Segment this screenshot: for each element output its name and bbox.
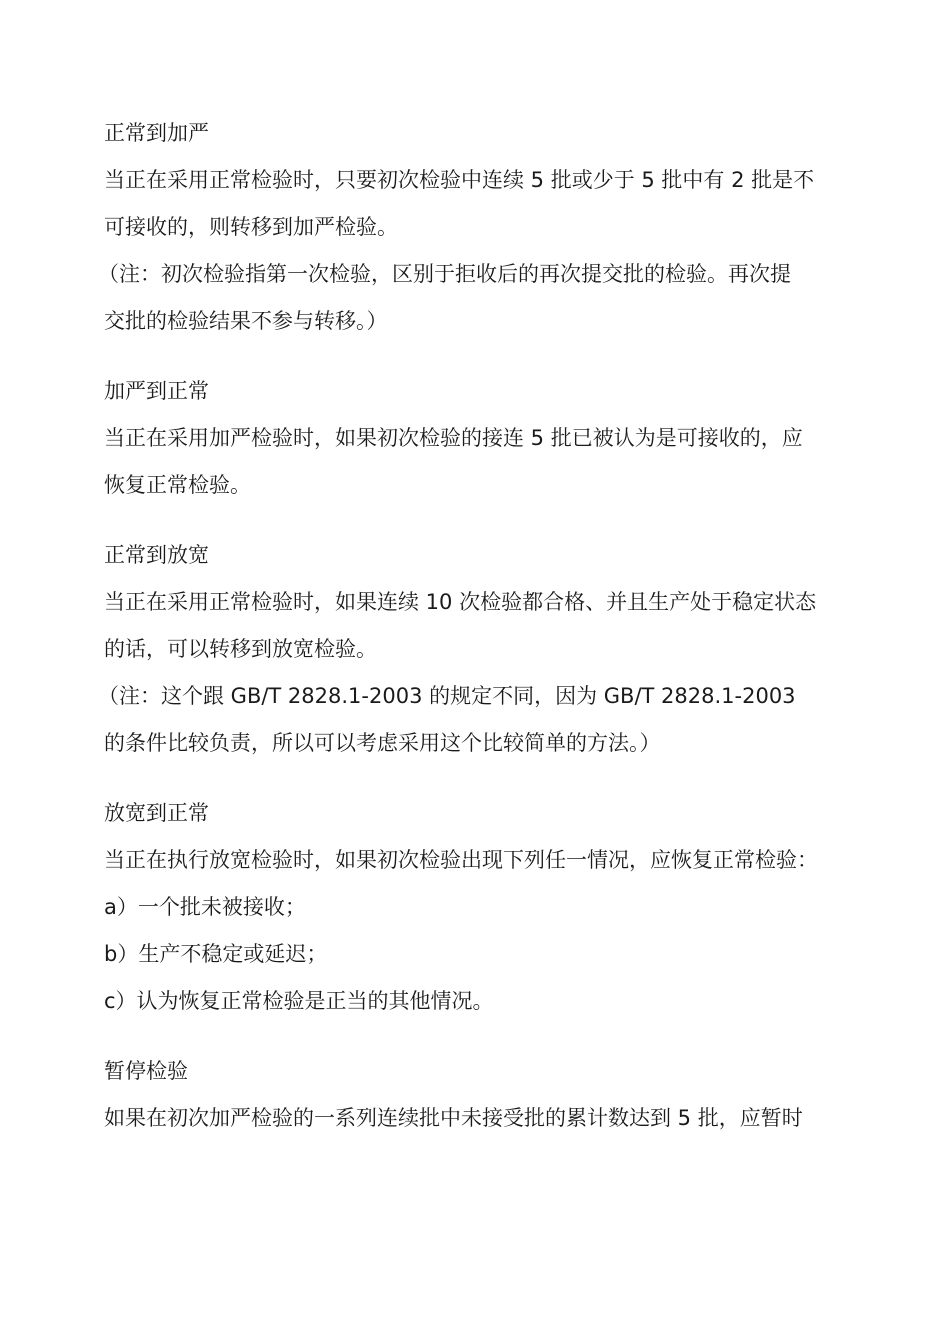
section-heading: 正常到放宽 <box>104 543 209 567</box>
section-suspend-inspection <box>104 1048 854 1142</box>
section-normal-to-tightened <box>98 110 854 345</box>
section-heading: 暂停检验 <box>104 1059 188 1083</box>
note-line: （注：初次检验指第一次检验，区别于拒收后的再次提交批的检验。再次提 <box>98 262 791 286</box>
section-reduced-to-normal <box>104 790 854 1025</box>
section-tightened-to-normal <box>104 368 854 509</box>
document-page <box>98 110 854 1142</box>
section-normal-to-reduced <box>98 532 854 767</box>
paragraph-line: 当正在采用正常检验时，如果连续 10 次检验都合格、并且生产处于稳定状态 <box>104 590 817 614</box>
note-line: 的条件比较负责，所以可以考虑采用这个比较简单的方法。） <box>104 731 661 755</box>
paragraph-line: 恢复正常检验。 <box>104 473 251 497</box>
list-item: b）生产不稳定或延迟； <box>104 942 328 966</box>
section-heading: 放宽到正常 <box>104 801 209 825</box>
note-line: （注：这个跟 GB/T 2828.1-2003 的规定不同，因为 GB/T 2828.1-2003 <box>98 684 796 708</box>
list-item: a）一个批未被接收； <box>104 895 306 919</box>
paragraph-line: 如果在初次加严检验的一系列连续批中未接受批的累计数达到 5 批，应暂时 <box>104 1106 803 1130</box>
section-heading: 加严到正常 <box>104 379 209 403</box>
list-item: c）认为恢复正常检验是正当的其他情况。 <box>104 989 494 1013</box>
paragraph-line: 当正在采用加严检验时，如果初次检验的接连 5 批已被认为是可接收的，应 <box>104 426 803 450</box>
paragraph-line: 可接收的，则转移到加严检验。 <box>104 215 398 239</box>
note-line: 交批的检验结果不参与转移。） <box>104 309 388 333</box>
paragraph-line: 当正在执行放宽检验时，如果初次检验出现下列任一情况，应恢复正常检验： <box>104 848 818 872</box>
paragraph-line: 当正在采用正常检验时，只要初次检验中连续 5 批或少于 5 批中有 2 批是不 <box>104 168 815 192</box>
paragraph-line: 的话，可以转移到放宽检验。 <box>104 637 377 661</box>
section-heading: 正常到加严 <box>104 121 209 145</box>
